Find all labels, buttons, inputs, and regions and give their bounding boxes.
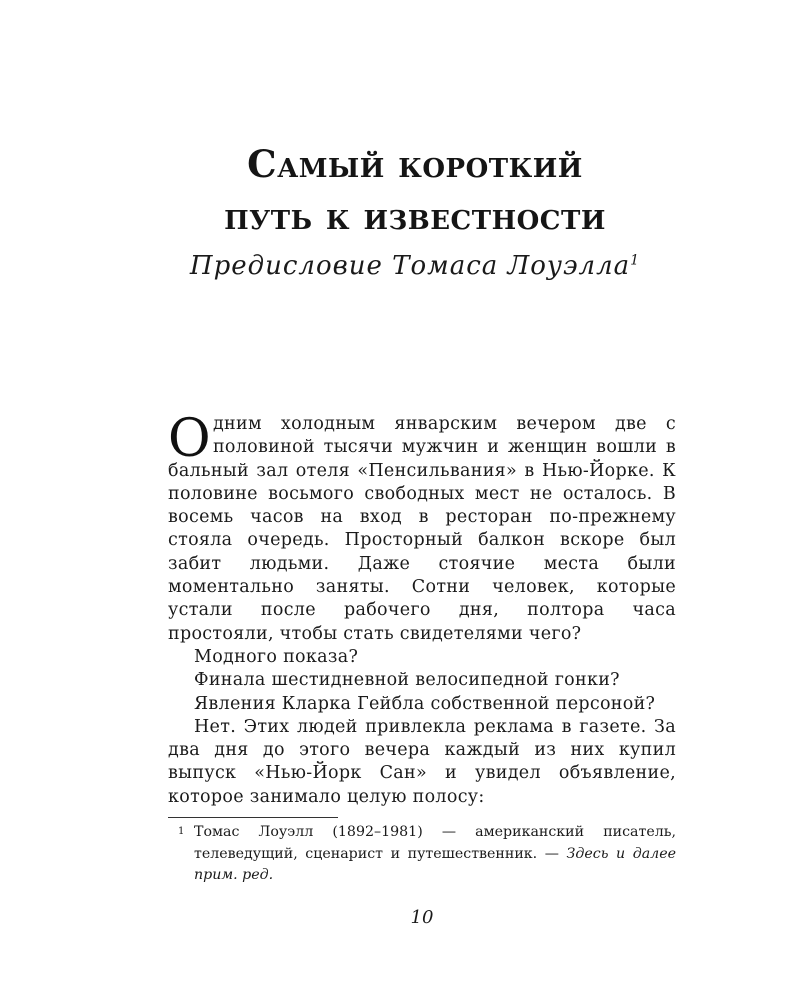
- footnote-divider: [168, 817, 338, 818]
- chapter-title-line-2: путь к известности: [224, 194, 606, 238]
- paragraph-3: Финала шестидневной велосипедной гонки?: [194, 670, 620, 691]
- chapter-subtitle: [0, 248, 800, 284]
- paragraph-4: Явления Кларка Гейбла собственной персоной?: [194, 693, 656, 714]
- footnote: [168, 822, 676, 887]
- subtitle-footnote-marker: 1: [630, 252, 641, 269]
- paragraph-1-text: дним холодным январским вечером две с половиной тысячи мужчин и женщин вошли в бальный зал отеля «Пенсильвания» в Нью-Йорке. К половине восьмого свободных мест не осталось. В восемь часов на вход в ресторан по-прежнему стояла очередь. Просторный балкон вскоре был забит людьми. Даже стоячие места были моментально заняты. Сотни человек, которые устали после рабочего дня, полтора часа простояли, чтобы стать свидетелями чего?: [168, 414, 676, 644]
- footnote-number: 1: [178, 826, 185, 837]
- subtitle-text: Предисловие Томаса Лоуэлла: [189, 251, 631, 281]
- body-text: [168, 409, 676, 809]
- page-number: 10: [410, 907, 434, 928]
- chapter-heading: [0, 138, 800, 284]
- paragraph-1: [168, 409, 676, 646]
- footnote-text: Томас Лоуэлл (1892–1981) — американский писатель, телеведущий, сценарист и путешественник. —: [194, 824, 676, 862]
- paragraph-5: Нет. Этих людей привлекла реклама в газете. За два дня до этого вечера каждый из них купил выпуск «Нью-Йорк Сан» и увидел объявление, которое занимало целую полосу:: [168, 716, 676, 807]
- chapter-title-line-1: Самый короткий: [247, 142, 583, 186]
- drop-cap: О: [168, 409, 211, 469]
- footnote-italic-text: Здесь и далее прим. ред.: [194, 845, 676, 883]
- paragraph-2: Модного показа?: [194, 646, 359, 667]
- footnote-body: [194, 822, 676, 887]
